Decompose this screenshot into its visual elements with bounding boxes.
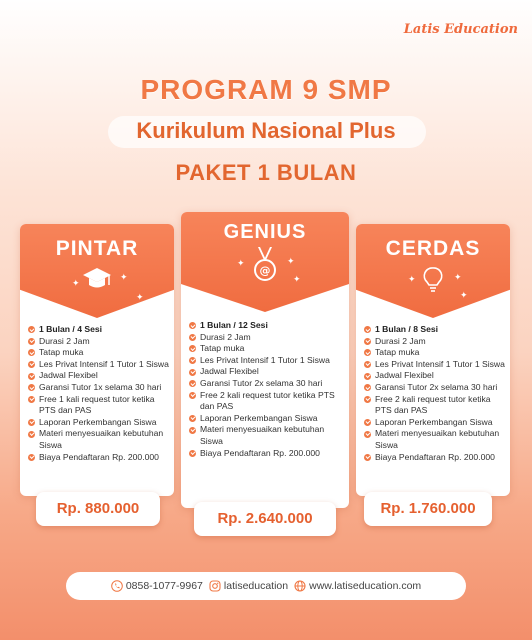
feature-item: Materi menyesuaikan kebutuhan Siswa — [364, 428, 506, 451]
feature-item: Biaya Pendaftaran Rp. 200.000 — [189, 448, 345, 460]
feature-item: Laporan Perkembangan Siswa — [189, 413, 345, 425]
phone-icon — [111, 580, 123, 592]
plan-card-pintar — [20, 224, 174, 496]
lightbulb-icon — [422, 266, 444, 294]
website-text: www.latiseducation.com — [309, 580, 422, 592]
sparkle-icon: ✦ — [136, 292, 144, 302]
feature-item: Biaya Pendaftaran Rp. 200.000 — [28, 452, 170, 464]
feature-item: Tatap muka — [28, 347, 170, 359]
medal-icon — [252, 246, 278, 282]
contact-bar — [66, 572, 466, 600]
feature-item: Tatap muka — [189, 343, 345, 355]
graduation-cap-icon — [82, 266, 112, 292]
feature-item: Free 1 kali request tutor ketika PTS dan PAS — [28, 394, 170, 417]
feature-item: Les Privat Intensif 1 Tutor 1 Siswa — [189, 355, 345, 367]
feature-item: Garansi Tutor 2x selama 30 hari — [189, 378, 345, 390]
package-title: PAKET 1 BULAN — [175, 160, 357, 185]
sparkle-icon: ✦ — [287, 256, 295, 266]
sparkle-icon: ✦ — [120, 272, 128, 282]
price-pintar: Rp. 880.000 — [36, 492, 160, 526]
feature-list — [189, 320, 345, 459]
phone-text: 0858-1077-9967 — [125, 580, 203, 592]
feature-item: Materi menyesuaikan kebutuhan Siswa — [189, 424, 345, 447]
svg-text:@: @ — [259, 264, 271, 277]
feature-item: Laporan Perkembangan Siswa — [28, 417, 170, 429]
plan-name: CERDAS — [385, 237, 481, 260]
feature-item: Biaya Pendaftaran Rp. 200.000 — [364, 452, 506, 464]
plan-name: GENIUS — [223, 221, 307, 243]
sparkle-icon: ✦ — [72, 278, 80, 288]
globe-icon — [294, 580, 306, 592]
price-genius: Rp. 2.640.000 — [194, 502, 336, 536]
sparkle-icon: ✦ — [460, 290, 468, 300]
feature-item: Durasi 2 Jam — [189, 332, 345, 344]
price-cerdas: Rp. 1.760.000 — [364, 492, 492, 526]
brand-logo: Latis Education — [403, 22, 518, 37]
feature-item: Jadwal Flexibel — [364, 370, 506, 382]
feature-item: 1 Bulan / 4 Sesi — [28, 324, 170, 336]
feature-item: Durasi 2 Jam — [28, 336, 170, 348]
contact-phone[interactable] — [111, 580, 203, 592]
sparkle-icon: ✦ — [454, 272, 462, 282]
feature-item: Free 2 kali request tutor ketika PTS dan PAS — [364, 394, 506, 417]
sparkle-icon: ✦ — [237, 258, 245, 268]
feature-item: Les Privat Intensif 1 Tutor 1 Siswa — [364, 359, 506, 371]
feature-item: Jadwal Flexibel — [28, 370, 170, 382]
sparkle-icon: ✦ — [408, 274, 416, 284]
feature-item: 1 Bulan / 12 Sesi — [189, 320, 345, 332]
feature-item: Garansi Tutor 2x selama 30 hari — [364, 382, 506, 394]
feature-item: Garansi Tutor 1x selama 30 hari — [28, 382, 170, 394]
feature-item: Jadwal Flexibel — [189, 366, 345, 378]
feature-item: Les Privat Intensif 1 Tutor 1 Siswa — [28, 359, 170, 371]
plan-card-cerdas — [356, 224, 510, 496]
sparkle-icon: ✦ — [293, 274, 301, 284]
feature-item: Tatap muka — [364, 347, 506, 359]
instagram-icon — [209, 580, 221, 592]
program-title: PROGRAM 9 SMP — [140, 74, 392, 105]
feature-item: Laporan Perkembangan Siswa — [364, 417, 506, 429]
feature-list — [28, 324, 170, 463]
feature-item: Durasi 2 Jam — [364, 336, 506, 348]
feature-item: Materi menyesuaikan kebutuhan Siswa — [28, 428, 170, 451]
contact-website[interactable] — [294, 580, 421, 592]
feature-item: 1 Bulan / 8 Sesi — [364, 324, 506, 336]
contact-instagram[interactable] — [209, 580, 288, 592]
instagram-text: latiseducation — [223, 580, 289, 592]
feature-item: Free 2 kali request tutor ketika PTS dan PAS — [189, 390, 345, 413]
plan-card-genius — [181, 212, 349, 508]
curriculum-subtitle: Kurikulum Nasional Plus — [136, 118, 396, 143]
plan-name: PINTAR — [55, 237, 139, 260]
feature-list — [364, 324, 506, 463]
